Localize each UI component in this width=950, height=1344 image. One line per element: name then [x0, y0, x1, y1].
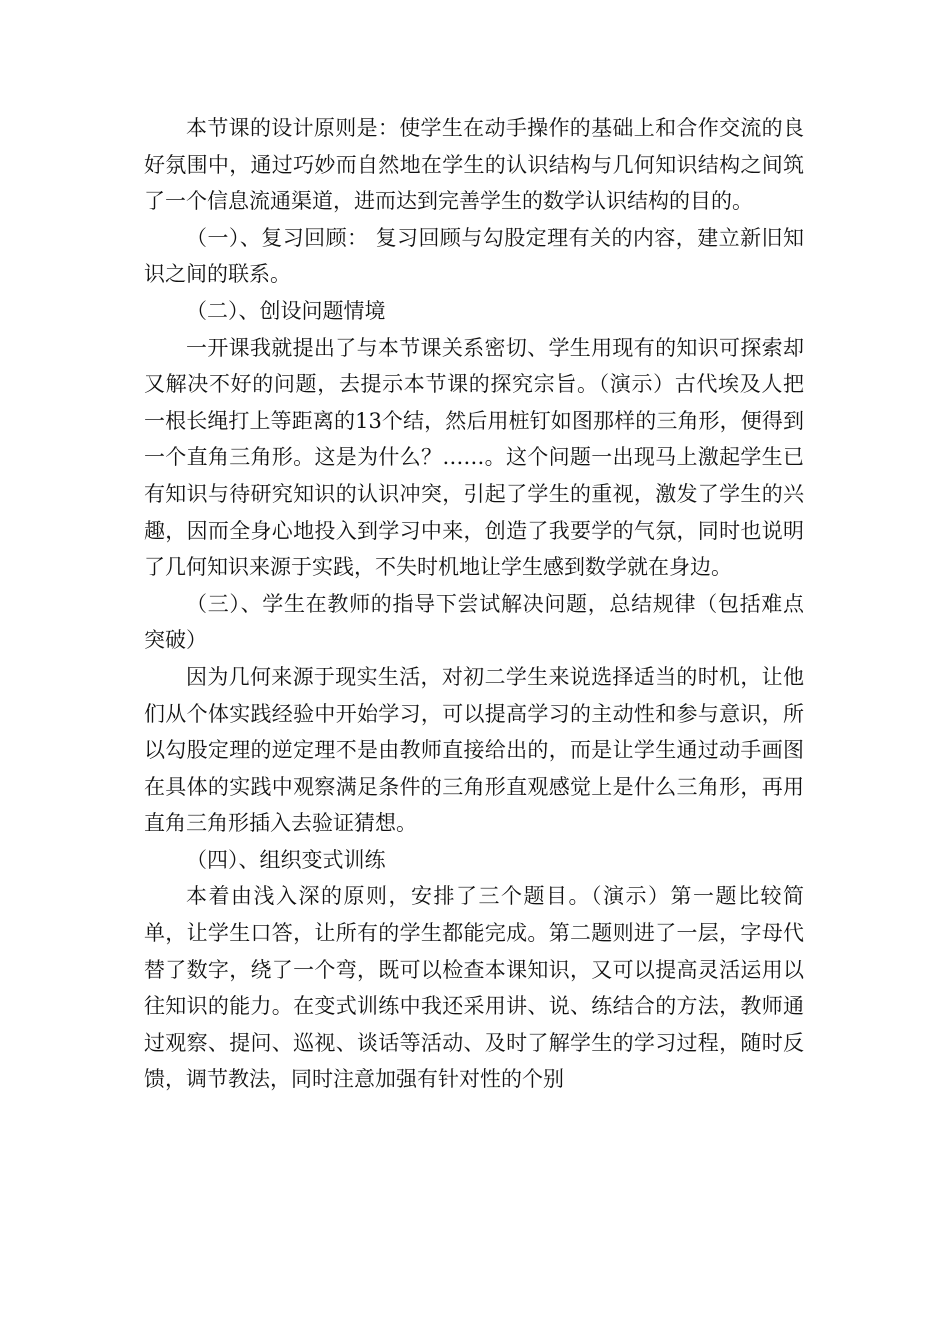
paragraph-design-principle: 本节课的设计原则是：使学生在动手操作的基础上和合作交流的良好氛围中，通过巧妙而自然地在学生的认识结构与几何知识结构之间筑了一个信息流通渠道，进而达到完善学生的数学认识结构的目的。: [144, 116, 804, 214]
document-body: [144, 110, 804, 1098]
section-heading-review: （一）、复习回顾： 复习回顾与勾股定理有关的内容，建立新旧知识之间的联系。: [144, 225, 804, 287]
paragraph-problem-situation: 一开课我就提出了与本节课关系密切、学生用现有的知识可探索却又解决不好的问题，去提示本节课的探究宗旨。（演示）古代埃及人把一根长绳打上等距离的13个结，然后用桩钉如图那样的三角形，便得到一个直角三角形。这是为什么？……。这个问题一出现马上激起学生已有知识与待研究知识的认识冲突，引起了学生的重视，激发了学生的兴趣，因而全身心地投入到学习中来，创造了我要学的气氛，同时也说明了几何知识来源于实践，不失时机地让学生感到数学就在身边。: [144, 335, 804, 580]
paragraph-variant-training: 本着由浅入深的原则，安排了三个题目。（演示）第一题比较简单，让学生口答，让所有的学生都能完成。第二题则进了一层，字母代替了数字，绕了一个弯，既可以检查本课知识，又可以提高灵活运用以往知识的能力。在变式训练中我还采用讲、说、练结合的方法，教师通过观察、提问、巡视、谈话等活动、及时了解学生的学习过程，随时反馈，调节教法，同时注意加强有针对性的个别: [144, 884, 804, 1092]
section-heading-problem-situation: （二）、创设问题情境: [186, 298, 386, 323]
section-heading-variant-training: （四）、组织变式训练: [186, 847, 386, 872]
paragraph-geometry-practice: 因为几何来源于现实生活，对初二学生来说选择适当的时机，让他们从个体实践经验中开始学习，可以提高学习的主动性和参与意识，所以勾股定理的逆定理不是由教师直接给出的，而是让学生通过动手画图在具体的实践中观察满足条件的三角形直观感觉上是什么三角形，再用直角三角形插入去验证猜想。: [144, 664, 804, 836]
section-heading-guided-solving: （三）、学生在教师的指导下尝试解决问题，总结规律（包括难点突破）: [144, 591, 804, 653]
